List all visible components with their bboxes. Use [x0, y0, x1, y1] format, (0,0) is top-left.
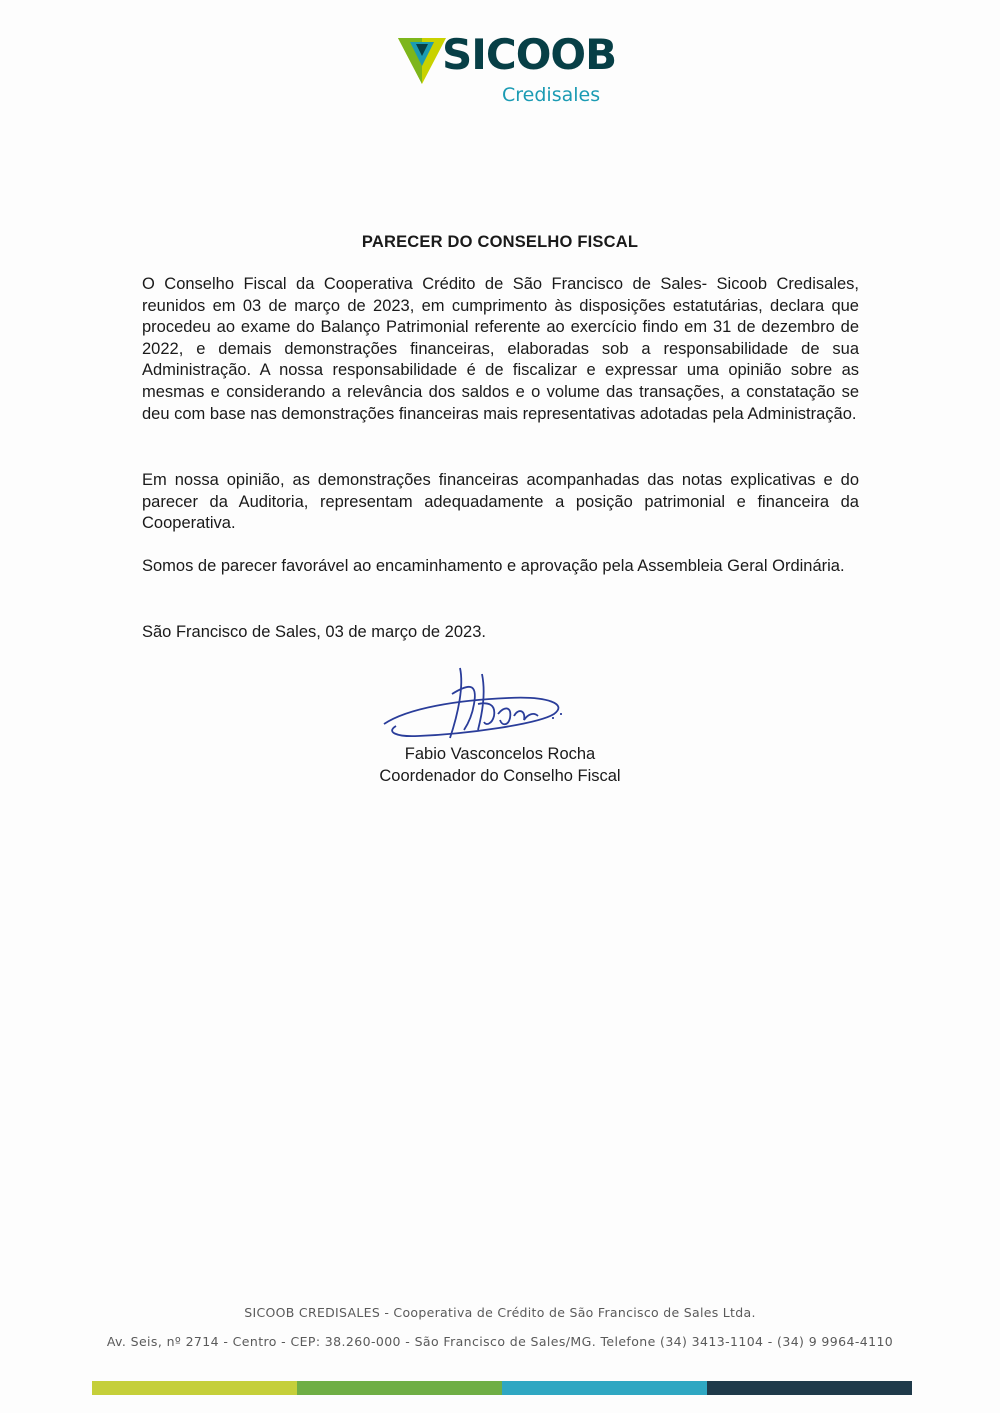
- paragraph-2: Em nossa opinião, as demonstrações financeiras acompanhadas das notas explicativas e do parecer da Auditoria, representam adequadamente a posição patrimonial e financeira da Cooperativa.: [142, 471, 859, 533]
- paragraph-1: O Conselho Fiscal da Cooperativa Crédito de São Francisco de Sales- Sicoob Credisales, reunidos em 03 de março de 2023, em cumprimento às disposições estatutárias, declara que procedeu ao exame do Balanço Patrimonial referente ao exercício findo em 31 de dezembro de 2022, e demais demonstrações financeiras, elaboradas sob a responsabilidade de sua Administração. A nossa responsabilidade é de fiscalizar e expressar uma opinião sobre as mesmas e considerando a relevância dos saldos e o volume das transações, a constatação se deu com base nas demonstrações financeiras mais representativas adotadas pela Administração.: [142, 275, 859, 423]
- sicoob-logo: [396, 32, 616, 112]
- color-bar-segment-teal: [502, 1381, 707, 1395]
- place-date: São Francisco de Sales, 03 de março de 2023.: [142, 623, 486, 641]
- signer-role: Coordenador do Conselho Fiscal: [379, 767, 621, 785]
- document-title: PARECER DO CONSELHO FISCAL: [361, 233, 639, 251]
- color-bar-segment-green: [297, 1381, 502, 1395]
- logo-subtitle: Credisales: [502, 84, 601, 106]
- sicoob-logo-mark-icon: [396, 36, 448, 86]
- handwritten-signature: [378, 664, 578, 748]
- logo-name: SICOOB: [442, 30, 617, 79]
- color-bar-segment-dark: [707, 1381, 912, 1395]
- color-bar-segment-lime: [92, 1381, 297, 1395]
- footer-company: SICOOB CREDISALES - Cooperativa de Crédito de São Francisco de Sales Ltda.: [244, 1305, 756, 1320]
- paragraph-3: Somos de parecer favorável ao encaminhamento e aprovação pela Assembleia Geral Ordinária.: [142, 557, 845, 575]
- footer-color-bar: [92, 1381, 912, 1395]
- footer-address: Av. Seis, nº 2714 - Centro - CEP: 38.260-000 - São Francisco de Sales/MG. Telefone (34) 3413-1104 - (34) 9 9964-4110: [106, 1334, 894, 1349]
- signer-name: Fabio Vasconcelos Rocha: [404, 745, 596, 763]
